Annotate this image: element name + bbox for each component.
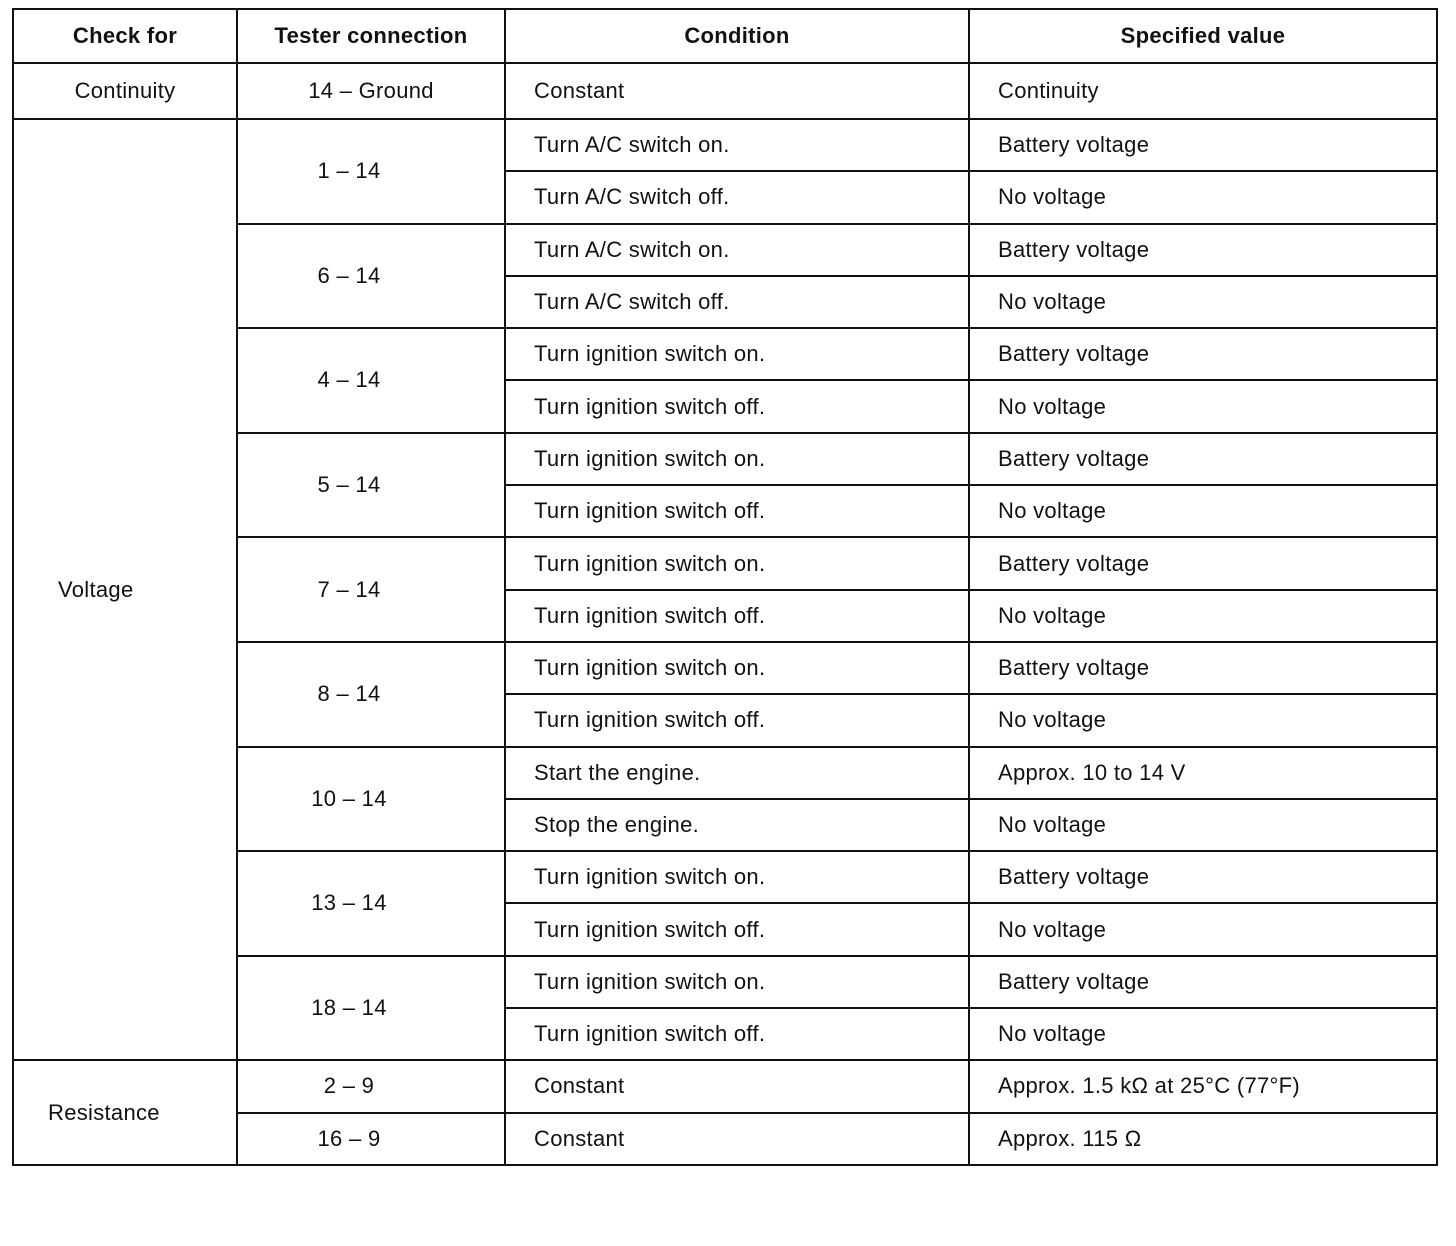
specification-table <box>12 8 1438 1166</box>
header-check-for: Check for <box>13 9 237 63</box>
connection-text: 14 – Ground <box>308 78 434 103</box>
connection-text: 2 – 9 <box>323 1073 375 1099</box>
condition-cell: Turn ignition switch on. <box>505 537 969 589</box>
condition-cell: Turn ignition switch on. <box>505 851 969 903</box>
specified-value-cell: Battery voltage <box>969 328 1437 380</box>
condition-cell: Constant <box>505 1113 969 1165</box>
condition-cell: Turn ignition switch off. <box>505 590 969 642</box>
specified-value-cell: No voltage <box>969 485 1437 537</box>
condition-cell: Turn A/C switch off. <box>505 171 969 223</box>
condition-cell: Turn ignition switch on. <box>505 433 969 485</box>
connection-text: 4 – 14 <box>317 367 381 393</box>
check-for-voltage: Voltage <box>13 119 237 1060</box>
tester-connection <box>237 63 505 119</box>
connection-text: 1 – 14 <box>317 158 381 184</box>
specified-value-cell: No voltage <box>969 590 1437 642</box>
specified-value-cell: No voltage <box>969 380 1437 432</box>
specified-value-cell: No voltage <box>969 903 1437 955</box>
connection-text: 16 – 9 <box>317 1125 381 1151</box>
tester-connection <box>237 328 505 433</box>
specified-value-cell: No voltage <box>969 799 1437 851</box>
specified-value-cell: Approx. 1.5 kΩ at 25°C (77°F) <box>969 1060 1437 1112</box>
specified-value-cell: Approx. 115 Ω <box>969 1113 1437 1165</box>
condition-cell: Start the engine. <box>505 747 969 799</box>
tester-connection <box>237 642 505 747</box>
connection-text: 8 – 14 <box>317 681 381 707</box>
header-row <box>13 9 1437 63</box>
condition-cell: Turn ignition switch off. <box>505 694 969 746</box>
condition-cell: Turn ignition switch on. <box>505 642 969 694</box>
condition-cell: Turn A/C switch on. <box>505 224 969 276</box>
check-for-resistance: Resistance <box>13 1060 237 1165</box>
condition-cell: Turn ignition switch off. <box>505 485 969 537</box>
specified-value-cell: Battery voltage <box>969 119 1437 171</box>
table-row <box>13 1060 1437 1112</box>
connection-text: 13 – 14 <box>311 890 387 916</box>
header-specified-value: Specified value <box>969 9 1437 63</box>
specified-value-cell: Battery voltage <box>969 433 1437 485</box>
tester-connection <box>237 1060 505 1112</box>
specified-value-cell: Battery voltage <box>969 537 1437 589</box>
table-row-continuity <box>13 63 1437 119</box>
tester-connection <box>237 747 505 852</box>
tester-connection <box>237 956 505 1061</box>
specified-value-cell: No voltage <box>969 276 1437 328</box>
condition-cell: Constant <box>505 1060 969 1112</box>
specified-value-cell: Battery voltage <box>969 642 1437 694</box>
condition-cell: Turn ignition switch on. <box>505 956 969 1008</box>
condition-cell: Turn ignition switch on. <box>505 328 969 380</box>
connection-text: 18 – 14 <box>311 995 387 1021</box>
specified-value-cell: Continuity <box>969 63 1437 119</box>
condition-cell: Constant <box>505 63 969 119</box>
condition-cell: Turn ignition switch off. <box>505 903 969 955</box>
table-row <box>13 119 1437 171</box>
connection-text: 6 – 14 <box>317 262 381 288</box>
condition-cell: Stop the engine. <box>505 799 969 851</box>
tester-connection <box>237 433 505 538</box>
header-tester-connection: Tester connection <box>237 9 505 63</box>
specified-value-cell: Approx. 10 to 14 V <box>969 747 1437 799</box>
header-condition: Condition <box>505 9 969 63</box>
specified-value-cell: No voltage <box>969 694 1437 746</box>
specified-value-cell: Battery voltage <box>969 851 1437 903</box>
tester-connection <box>237 119 505 224</box>
specified-value-cell: No voltage <box>969 1008 1437 1060</box>
connection-text: 10 – 14 <box>311 785 387 811</box>
connection-text: 5 – 14 <box>317 472 381 498</box>
check-for-continuity: Continuity <box>13 63 237 119</box>
specified-value-cell: No voltage <box>969 171 1437 223</box>
tester-connection <box>237 224 505 329</box>
specified-value-cell: Battery voltage <box>969 224 1437 276</box>
tester-connection <box>237 851 505 956</box>
condition-cell: Turn ignition switch off. <box>505 380 969 432</box>
tester-connection <box>237 537 505 642</box>
condition-cell: Turn A/C switch off. <box>505 276 969 328</box>
tester-connection <box>237 1113 505 1165</box>
condition-cell: Turn ignition switch off. <box>505 1008 969 1060</box>
specified-value-cell: Battery voltage <box>969 956 1437 1008</box>
condition-cell: Turn A/C switch on. <box>505 119 969 171</box>
connection-text: 7 – 14 <box>317 576 381 602</box>
